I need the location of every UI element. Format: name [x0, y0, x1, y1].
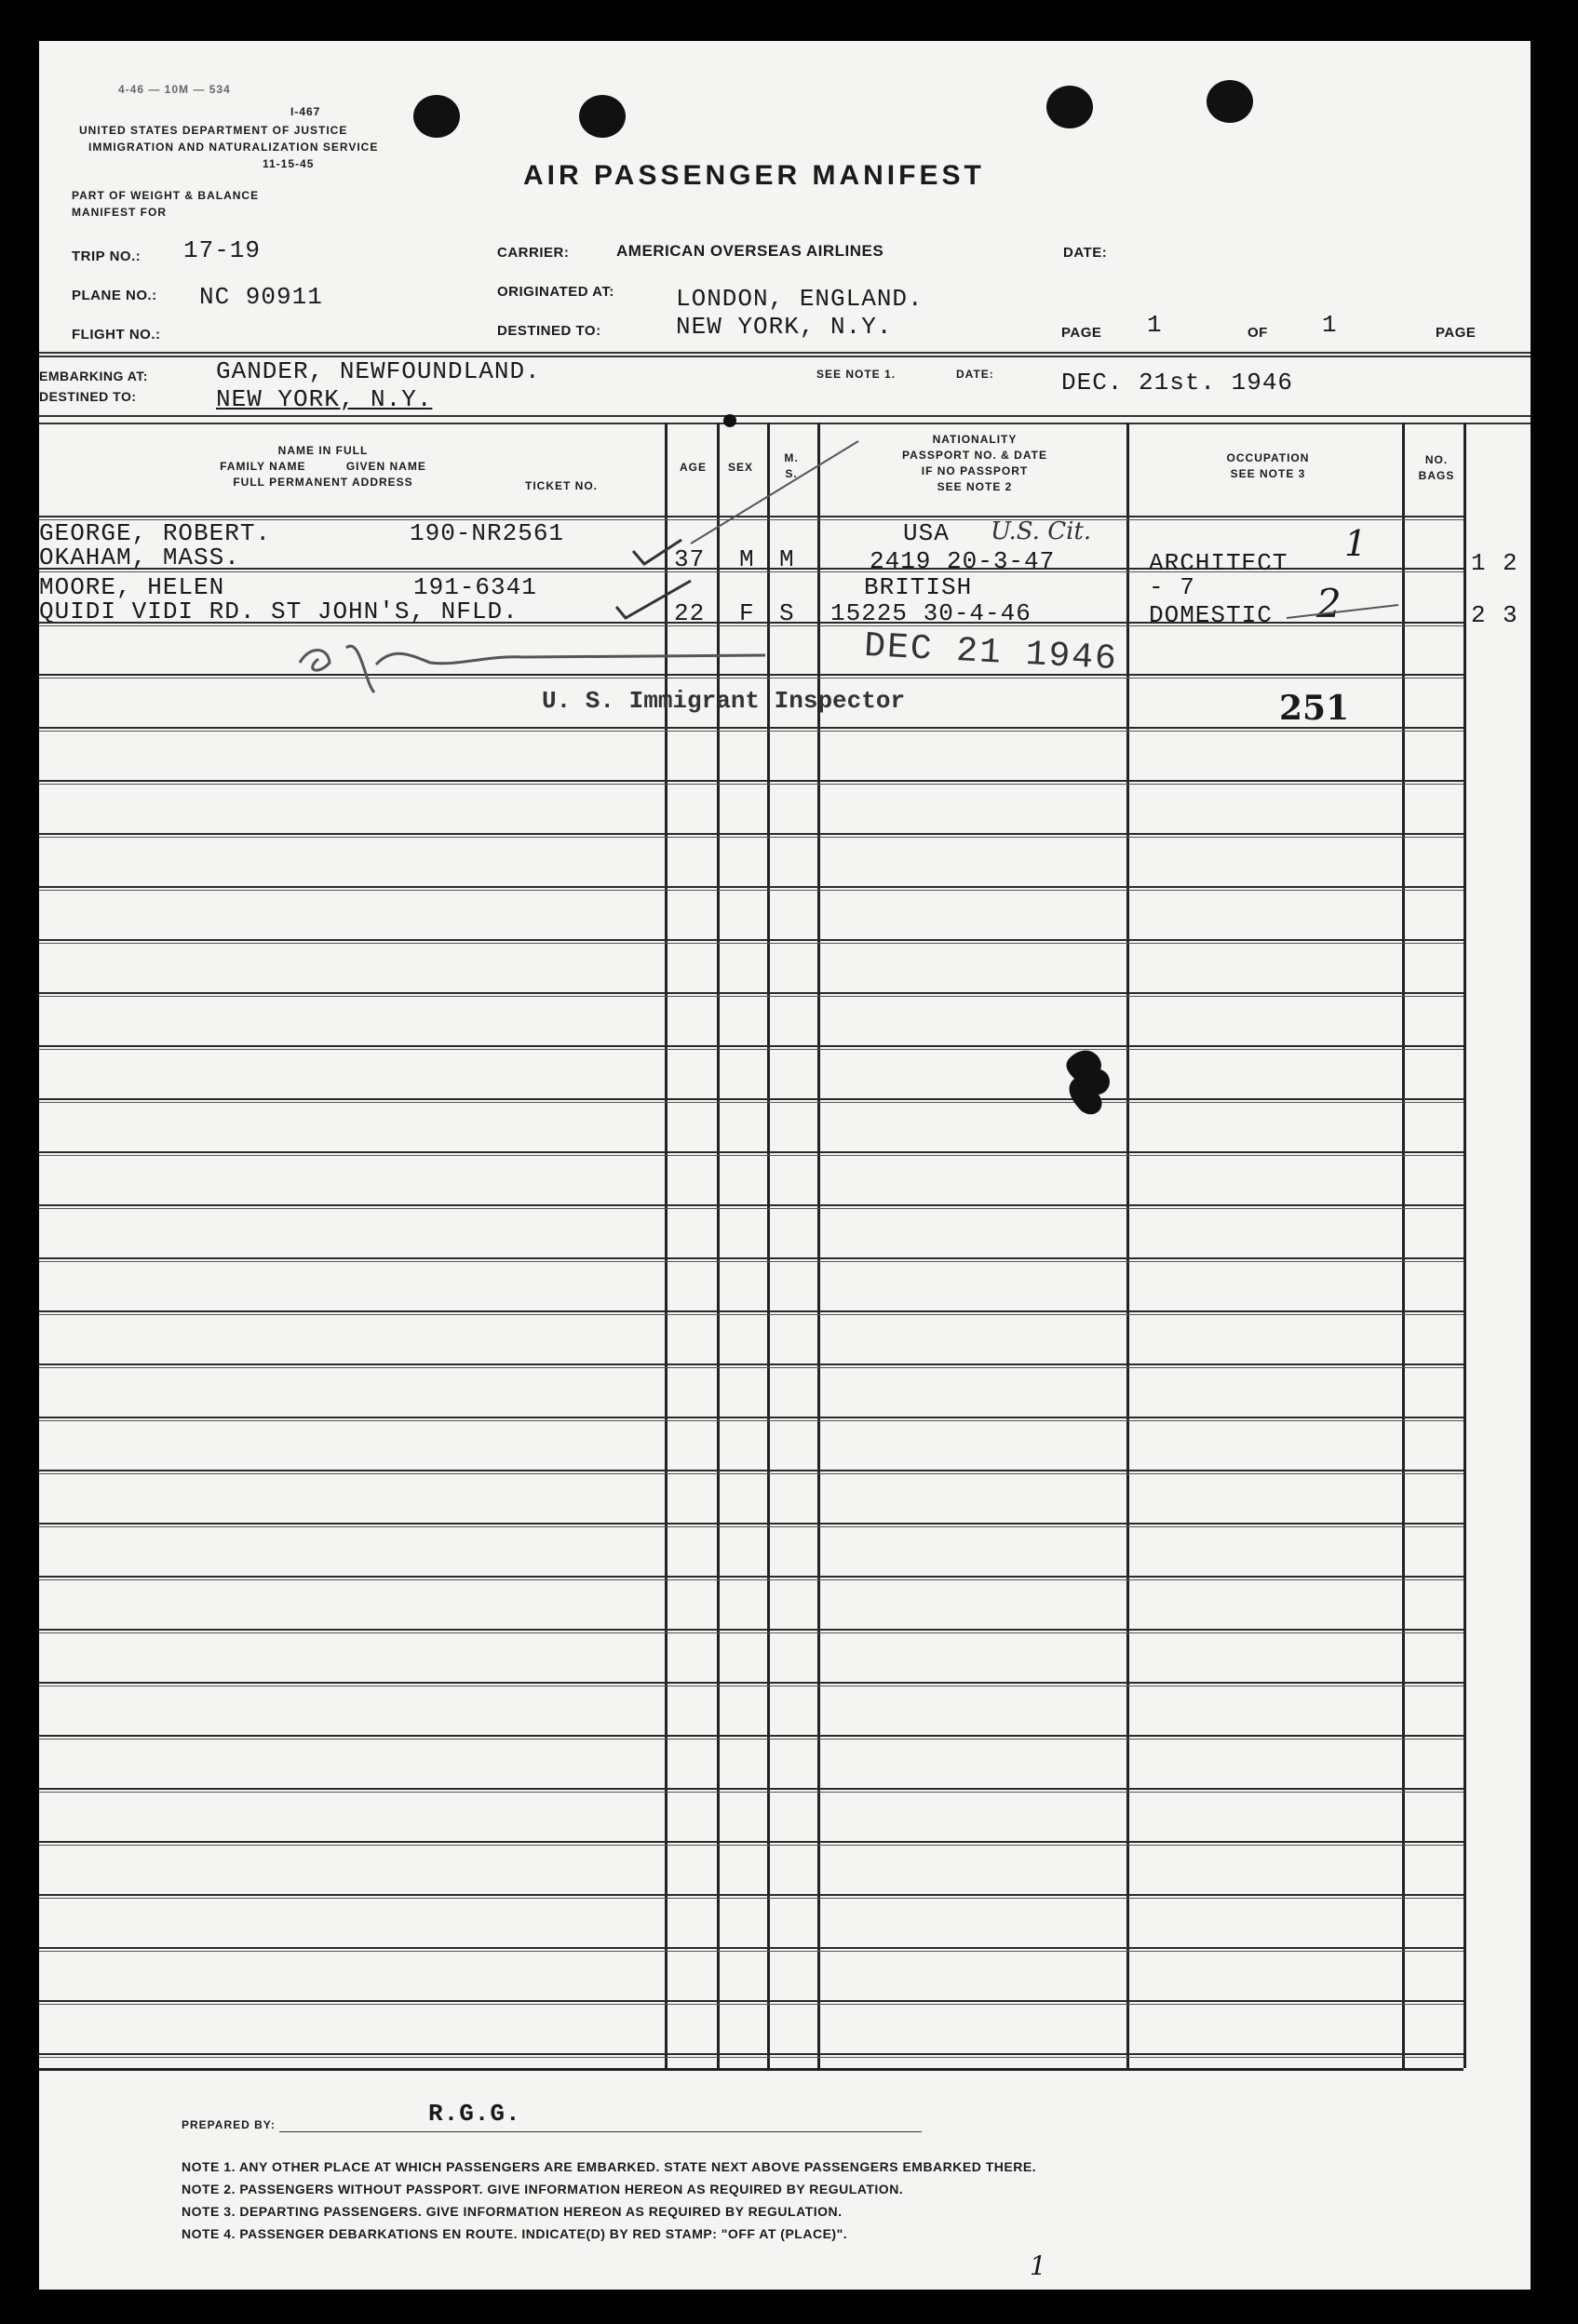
carrier-label: CARRIER:	[497, 245, 570, 261]
col-name-line2: FAMILY NAME GIVEN NAME	[220, 460, 426, 473]
grid-row-line	[39, 1364, 1463, 1365]
manifest-page	[39, 41, 1531, 2290]
grid-row-line	[39, 939, 1463, 941]
grid-row-line	[39, 1470, 1463, 1471]
grid-row-line	[39, 1314, 1463, 1315]
form-code-line: 4-46 — 10M — 534	[118, 83, 231, 96]
passenger-2-bags: 2	[1471, 601, 1487, 629]
ink-blot	[1054, 1037, 1128, 1130]
stamp-date: DEC 21 1946	[863, 625, 1119, 680]
part-of: PART OF WEIGHT & BALANCE	[72, 189, 260, 202]
passenger-1-nationality: USA	[903, 519, 950, 547]
grid-row-line	[39, 1045, 1463, 1047]
department: UNITED STATES DEPARTMENT OF JUSTICE	[79, 124, 348, 137]
passenger-2-address: QUIDI VIDI RD. ST JOHN'S, NFLD.	[39, 598, 519, 625]
plane-label: PLANE NO.:	[72, 288, 157, 303]
passenger-1-bags-extra: 2	[1503, 549, 1518, 577]
col-nat-line1: NATIONALITY	[932, 433, 1018, 446]
passenger-2-occ-mark: 2	[1316, 581, 1342, 626]
grid-row-line	[39, 1208, 1463, 1209]
grid-row-line	[39, 1420, 1463, 1421]
passenger-2-ms: S	[779, 599, 795, 627]
grid-row-line	[39, 2004, 1463, 2005]
grid-row-line	[39, 1898, 1463, 1899]
grid-row-line	[39, 1204, 1463, 1206]
grid-row-line	[39, 1951, 1463, 1952]
passenger-1-passport: 2419 20-3-47	[870, 547, 1056, 575]
grid-row-line	[39, 890, 1463, 891]
passenger-2-name: MOORE, HELEN	[39, 573, 225, 601]
of-value: 1	[1322, 311, 1338, 339]
passenger-2-nationality: BRITISH	[864, 573, 973, 601]
grid-row-line	[39, 1894, 1463, 1896]
passenger-2-passport: 15225 30-4-46	[830, 599, 1032, 627]
trip-value: 17-19	[183, 236, 262, 264]
passenger-2-sex: F	[739, 599, 755, 627]
col-ticket-header: TICKET NO.	[525, 479, 598, 492]
see-note-1: SEE NOTE 1.	[816, 368, 897, 381]
originated-label: ORIGINATED AT:	[497, 284, 614, 300]
page-right-label: PAGE	[1436, 325, 1477, 341]
grid-row-line	[39, 1739, 1463, 1740]
passenger-1-sex: M	[739, 545, 755, 573]
grid-row-line	[39, 1102, 1463, 1103]
passenger-2-occupation: DOMESTIC	[1149, 601, 1273, 629]
prepared-underline	[279, 2131, 922, 2132]
passenger-1-age: 37	[674, 545, 706, 573]
checkmark	[633, 540, 681, 564]
plane-value: NC 90911	[199, 283, 323, 311]
destined-label: DESTINED TO:	[497, 323, 601, 339]
stamp-inspector: U. S. Immigrant Inspector	[542, 687, 906, 715]
embarking-value: GANDER, NEWFOUNDLAND.	[216, 357, 541, 385]
note-3: NOTE 3. DEPARTING PASSENGERS. GIVE INFORMATION HEREON AS REQUIRED BY REGULATION.	[182, 2204, 843, 2219]
grid-row-line	[39, 1682, 1463, 1684]
col-ms-line1: M.	[784, 451, 799, 464]
col-age-header: AGE	[680, 461, 708, 474]
grid-row-line	[39, 886, 1463, 888]
ink-dot	[723, 414, 736, 427]
grid-row-line	[39, 1261, 1463, 1262]
page-label: PAGE	[1061, 325, 1102, 341]
grid-row-line	[39, 1576, 1463, 1578]
destined2-value: NEW YORK, N.Y.	[216, 385, 433, 413]
passenger-1-annotation: U.S. Cit.	[991, 517, 1092, 545]
grid-row-line	[39, 992, 1463, 994]
note-2: NOTE 2. PASSENGERS WITHOUT PASSPORT. GIVE INFORMATION HEREON AS REQUIRED BY REGULATION.	[182, 2182, 904, 2196]
service: IMMIGRATION AND NATURALIZATION SERVICE	[88, 141, 379, 154]
col-nat-line4: SEE NOTE 2	[937, 480, 1013, 493]
passenger-1-name: GEORGE, ROBERT.	[39, 519, 272, 547]
grid-row-line	[39, 943, 1463, 944]
destined2-label: DESTINED TO:	[39, 389, 137, 404]
prepared-value: R.G.G.	[428, 2100, 521, 2128]
col-nat-line2: PASSPORT NO. & DATE	[902, 449, 1047, 462]
note-1: NOTE 1. ANY OTHER PLACE AT WHICH PASSENGERS ARE EMBARKED. STATE NEXT ABOVE PASSENGERS EMBARKED THERE.	[182, 2159, 1037, 2174]
col-occ-line1: OCCUPATION	[1226, 451, 1310, 464]
embarking-label: EMBARKING AT:	[39, 369, 148, 383]
grid-row-line	[39, 1523, 1463, 1525]
grid-row-line	[39, 1947, 1463, 1949]
grid-row-line	[39, 1417, 1463, 1418]
signature	[300, 646, 765, 692]
grid-row-line	[39, 837, 1463, 838]
passenger-1-ticket: 190-NR2561	[410, 519, 565, 547]
grid-row-line	[39, 1632, 1463, 1633]
grid-row-line	[39, 1367, 1463, 1368]
grid-row-line	[39, 2053, 1463, 2055]
handwritten-checkmarks	[39, 41, 1531, 786]
prepared-label: PREPARED BY:	[182, 2118, 276, 2131]
col-bags-line1: NO.	[1424, 453, 1449, 466]
trip-label: TRIP NO.:	[72, 249, 142, 264]
date-top-label: DATE:	[1063, 245, 1108, 261]
passenger-1-ms: M	[779, 545, 795, 573]
grid-row-line	[39, 1792, 1463, 1793]
grid-row-line	[39, 1788, 1463, 1790]
grid-row-line	[39, 1841, 1463, 1843]
col-name-line1: NAME IN FULL	[277, 444, 369, 457]
passenger-1-address: OKAHAM, MASS.	[39, 544, 240, 571]
of-label: OF	[1248, 325, 1268, 341]
col-name-line3: FULL PERMANENT ADDRESS	[233, 476, 413, 489]
flight-label: FLIGHT NO.:	[72, 327, 161, 343]
passenger-2-annotation: - 7	[1149, 573, 1195, 601]
col-occ-line2: SEE NOTE 3	[1230, 467, 1306, 480]
grid-row-line	[39, 2057, 1463, 2058]
note-4: NOTE 4. PASSENGER DEBARKATIONS EN ROUTE. INDICATE(D) BY RED STAMP: "OFF AT (PLACE)".	[182, 2226, 848, 2241]
col-nat-line3: IF NO PASSPORT	[921, 464, 1029, 477]
grid-row-line	[39, 1735, 1463, 1737]
grid-row-line	[39, 1151, 1463, 1153]
grid-row-line	[39, 1579, 1463, 1580]
originated-value: LONDON, ENGLAND.	[676, 285, 924, 313]
pen-stroke	[691, 441, 858, 544]
manifest-for: MANIFEST FOR	[72, 206, 167, 219]
passenger-2-bags-extra: 3	[1503, 601, 1518, 629]
document-title: AIR PASSENGER MANIFEST	[523, 160, 985, 191]
grid-row-line	[39, 1155, 1463, 1156]
col-bags-line2: BAGS	[1418, 469, 1455, 482]
carrier-value: AMERICAN OVERSEAS AIRLINES	[616, 242, 884, 260]
grid-row-line	[39, 1526, 1463, 1527]
pen-stroke	[1287, 605, 1398, 618]
form-number: I-467	[290, 105, 321, 118]
col-ms-line2: S.	[785, 467, 798, 480]
form-date: 11-15-45	[263, 157, 315, 170]
col-sex-header: SEX	[728, 461, 754, 474]
grid-row-line	[39, 2000, 1463, 2002]
grid-bottom-line	[39, 2068, 1463, 2071]
passenger-2-ticket: 191-6341	[413, 573, 537, 601]
grid-row-line	[39, 1473, 1463, 1474]
checkmark	[616, 581, 691, 618]
page-value: 1	[1147, 311, 1163, 339]
passenger-2-age: 22	[674, 599, 706, 627]
grid-row-line	[39, 1257, 1463, 1259]
grid-row-line	[39, 1098, 1463, 1100]
grid-row-line	[39, 1049, 1463, 1050]
destined-value: NEW YORK, N.Y.	[676, 313, 893, 341]
grid-row-line	[39, 833, 1463, 835]
date2-label: DATE:	[956, 368, 994, 381]
grid-row-line	[39, 1629, 1463, 1631]
stamp-number: 251	[1279, 689, 1350, 728]
passenger-1-bags: 1	[1471, 549, 1487, 577]
passenger-1-occupation: ARCHITECT	[1149, 549, 1288, 577]
grid-row-line	[39, 996, 1463, 997]
grid-row-line	[39, 1310, 1463, 1312]
passenger-1-occ-mark: 1	[1344, 523, 1368, 564]
date2-value: DEC. 21st. 1946	[1061, 369, 1294, 396]
grid-row-line	[39, 1845, 1463, 1846]
footer-mark: 1	[1030, 2250, 1046, 2281]
